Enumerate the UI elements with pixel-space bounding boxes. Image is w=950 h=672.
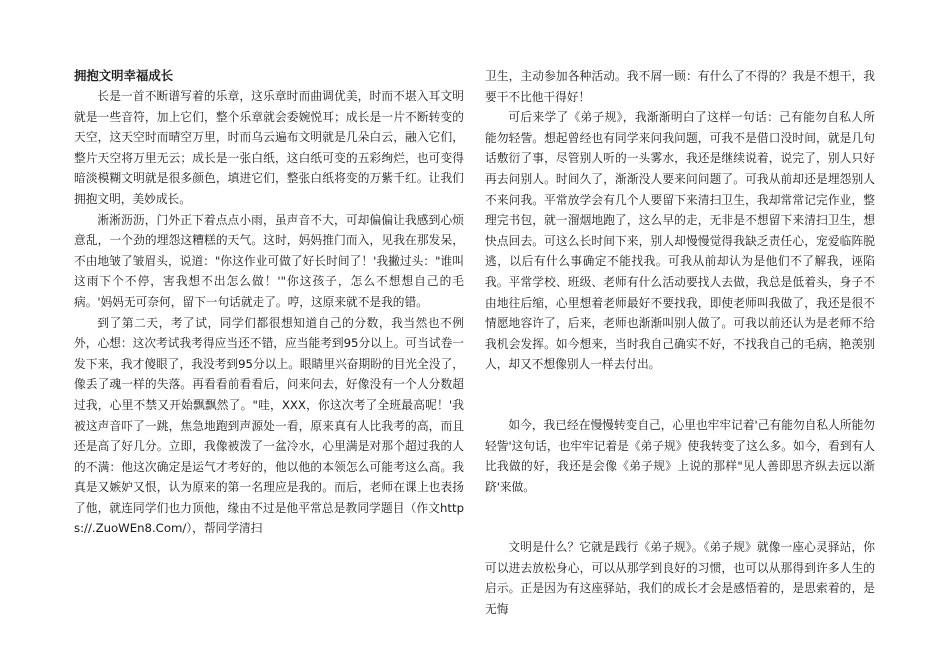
document-title: 拥抱文明幸福成长 bbox=[74, 68, 174, 83]
paragraph: 淅淅沥沥，门外正下着点点小雨，虽声音不大，可却偏偏让我感到心烦意乱，一个劲的埋怨这糟糕的天气。这时，妈妈推门而入，见我在那发呆，不由地皱了皱眉头，说道："你这作业可做了好长时间了！'我撇过头："谁叫这雨下个不停，害我想不出怎么做！'"你这孩子，怎么不想想自己的毛病。'妈妈无可奈何，留下一句话就走了。哼，这原来就不是我的错。 bbox=[74, 212, 464, 309]
paragraph-gap bbox=[485, 497, 875, 537]
paragraph: 文明是什么？它就是践行《弟子规》。《弟子规》就像一座心灵驿站，你可以进去放松身心，可以从那学到良好的习惯，也可以从那得到许多人生的启示。正是因为有这座驿站，我们的成长才会是感悟着的，是思索着的，是无悔 bbox=[485, 540, 875, 617]
paragraph: 到了第二天，考了试，同学们都很想知道自己的分数，我当然也不例外，心想：这次考试我考得应当还不错，应当能考到95分以上。可当试卷一发下来，我才傻眼了，我没考到95分以上。眼睛里兴奋期盼的目光全没了，像丢了魂一样的失落。再看看前看看后，问来问去，好像没有一个人分数超过我，心里不禁又开始飘飘然了。"哇，XXX，你这次考了全班最高呢！'我被这声音吓了一跳，焦急地跑到声源处一看，原来真有人比我考的高，而且还是高了好几分。立即，我像被泼了一盆冷水，心里满是对那个超过我的人的不满：他这次确定是运气才考好的，他以他的本领怎么可能考这么高。我真是又嫉妒又恨，认为原来的第一名理应是我的。而后，老师在课上也表扬了他，就连同学们也力顶他，缘由不过是他平常总是教同学题目（作文https://.ZuoWEn8.Com/），帮同学清扫 bbox=[74, 315, 464, 536]
paragraph: 长是一首不断谱写着的乐章，这乐章时而曲调优美，时而不堪入耳文明就是一些音符，加上它们，整个乐章就会委婉悦耳；成长是一片不断转变的天空，这天空时而晴空万里，时而乌云遍布文明就是几朵白云，融入它们，整片天空将万里无云；成长是一张白纸，这白纸可变的五彩绚烂，也可变得暗淡模糊文明就是很多颜色，填进它们，整张白纸将变的万紫千红。让我们拥抱文明，美妙成长。 bbox=[74, 89, 464, 206]
paragraph-gap bbox=[485, 375, 875, 415]
paragraph: 如今，我已经在慢慢转变自己，心里也牢牢记着'己有能勿自私人所能勿轻訾'这句话，也牢牢记着是《弟子规》使我转变了这么多。如今，看到有人比我做的好，我还是会像《弟子规》上说的那样"见人善即思齐纵去远以渐跻'来做。 bbox=[485, 417, 875, 494]
paragraph: 可后来学了《弟子规》，我渐渐明白了这样一句话：己有能勿自私人所能勿轻訾。想起曾经也有同学来问我问题，可我不是借口没时间，就是几句话敷衍了事，尽管别人听的一头雾水，我还是继续说着，说完了，别人只好再去问别人。时间久了，渐渐没人要来问问题了。可我从前却还是埋怨别人不来问我。平常放学会有几个人要留下来清扫卫生，我却常常记完作业，整理完书包，就一溜烟地跑了，这么早的走，无非是不想留下来清扫卫生，想快点回去。可这么长时间下来，别人却慢慢觉得我缺乏责任心，宠爱临阵脱逃，以后有什么事确定不能找我。可我从前却认为是他们不了解我，诬陷我。平常学校、班级、老师有什么活动要找人去做，我总是低着头，身子不由地往后缩，心里想着老师最好不要找我，即使老师叫我做了，我还是很不情愿地容许了，后来，老师也渐渐叫别人做了。可我以前还认为是老师不给我机会发挥。如今想来，当时我自己确实不好，不找我自己的毛病，艳羡别人，却又不想像别人一样去付出。 bbox=[485, 110, 875, 372]
right-column bbox=[485, 66, 875, 620]
left-column bbox=[74, 66, 464, 539]
paragraph-continued: 卫生，主动参加各种活动。我不屑一顾：有什么了不得的？我是不想干，我要干不比他干得好！ bbox=[485, 69, 875, 104]
